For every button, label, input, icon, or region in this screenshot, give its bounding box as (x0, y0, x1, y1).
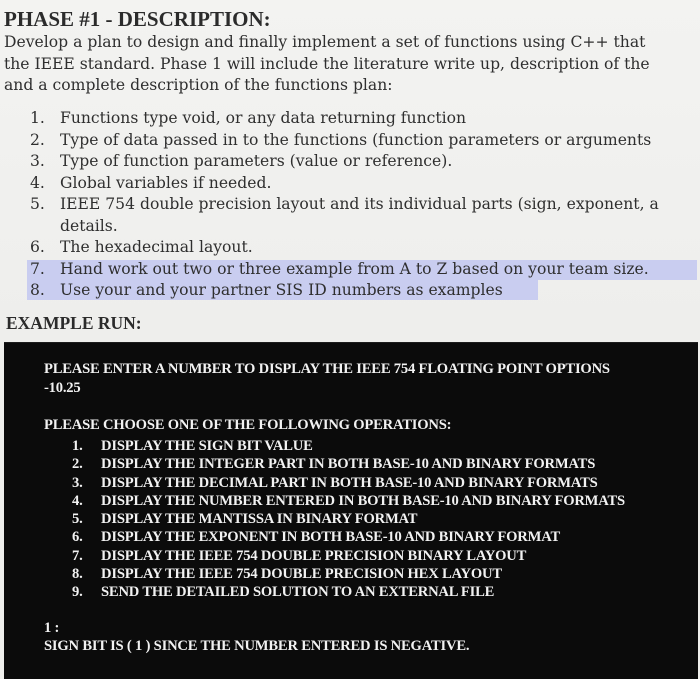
menu-item-number: 6. (72, 529, 83, 546)
menu-item-label: DISPLAY THE EXPONENT IN BOTH BASE-10 AND BINARY FORMAT (101, 529, 561, 546)
plan-item-number: 3. (30, 152, 45, 170)
plan-item-highlighted (0, 259, 700, 281)
menu-item-label: DISPLAY THE INTEGER PART IN BOTH BASE-10 AND BINARY FORMATS (101, 456, 596, 473)
menu-item-number: 5. (72, 511, 83, 528)
plan-item-text: Type of data passed in to the functions (function parameters or arguments (60, 130, 652, 149)
console-input-value: -10.25 (44, 380, 81, 396)
menu-item-number: 7. (72, 547, 83, 564)
plan-item-text-line: IEEE 754 double precision layout and its individual parts (sign, exponent, a (60, 195, 659, 213)
menu-item-label: DISPLAY THE IEEE 754 DOUBLE PRECISION HEX LAYOUT (101, 566, 502, 583)
plan-item (0, 237, 700, 259)
menu-item-label: DISPLAY THE NUMBER ENTERED IN BOTH BASE-10 AND BINARY FORMATS (101, 492, 625, 509)
menu-item-label: DISPLAY THE SIGN BIT VALUE (101, 438, 313, 454)
description-line: and a complete description of the functions plan: (4, 76, 393, 94)
plan-item-highlighted (0, 280, 700, 302)
plan-item-number: 8. (30, 281, 45, 299)
menu-item-label: DISPLAY THE IEEE 754 DOUBLE PRECISION BINARY LAYOUT (101, 547, 527, 564)
description-line: the IEEE standard. Phase 1 will include the literature write up, description of the (4, 54, 650, 73)
plan-item-number: 7. (30, 259, 45, 278)
menu-item-number: 3. (72, 474, 83, 491)
plan-item (0, 173, 700, 195)
menu-item-number: 2. (72, 456, 83, 473)
plan-item-number: 4. (30, 173, 45, 192)
menu-item-label: SEND THE DETAILED SOLUTION TO AN EXTERNAL FILE (101, 584, 495, 601)
plan-item-text: Functions type void, or any data returning function (60, 109, 467, 127)
menu-item-number: 4. (72, 492, 83, 509)
plan-item-text: Type of function parameters (value or reference). (60, 152, 453, 170)
plan-item-number: 6. (30, 238, 45, 256)
plan-item-text: The hexadecimal layout. (60, 238, 253, 256)
plan-item (0, 194, 700, 237)
description-paragraph (4, 32, 700, 97)
plan-item-text (60, 194, 659, 237)
console-choice: 1 : (44, 620, 60, 636)
page-title: PHASE #1 - DESCRIPTION: (4, 7, 271, 31)
menu-item-label: DISPLAY THE DECIMAL PART IN BOTH BASE-10 AND BINARY FORMATS (101, 474, 598, 491)
plan-item-number: 1. (30, 109, 45, 127)
functions-plan-list (0, 108, 700, 302)
plan-item (0, 108, 700, 130)
console-menu-title: PLEASE CHOOSE ONE OF THE FOLLOWING OPERATIONS: (44, 417, 452, 433)
console-prompt: PLEASE ENTER A NUMBER TO DISPLAY THE IEEE 754 FLOATING POINT OPTIONS (44, 361, 610, 377)
plan-item-text: Global variables if needed. (60, 173, 272, 192)
plan-item-text: Hand work out two or three example from A to Z based on your team size. (60, 259, 649, 278)
plan-item-number: 5. (30, 195, 45, 213)
example-run-label: EXAMPLE RUN: (6, 313, 142, 333)
plan-item-text-line: details. (60, 216, 118, 235)
menu-item-number: 9. (72, 584, 83, 601)
menu-item-label: DISPLAY THE MANTISSA IN BINARY FORMAT (101, 511, 418, 528)
console-result: SIGN BIT IS ( 1 ) SINCE THE NUMBER ENTERED IS NEGATIVE. (44, 638, 470, 654)
description-line: Develop a plan to design and finally implement a set of functions using C++ that (4, 33, 646, 51)
menu-item-number: 8. (72, 566, 83, 583)
plan-item (0, 130, 700, 152)
plan-item-text: Use your and your partner SIS ID numbers as examples (60, 281, 503, 299)
plan-item (0, 151, 700, 173)
plan-item-number: 2. (30, 130, 45, 149)
menu-item-number: 1. (72, 438, 83, 454)
